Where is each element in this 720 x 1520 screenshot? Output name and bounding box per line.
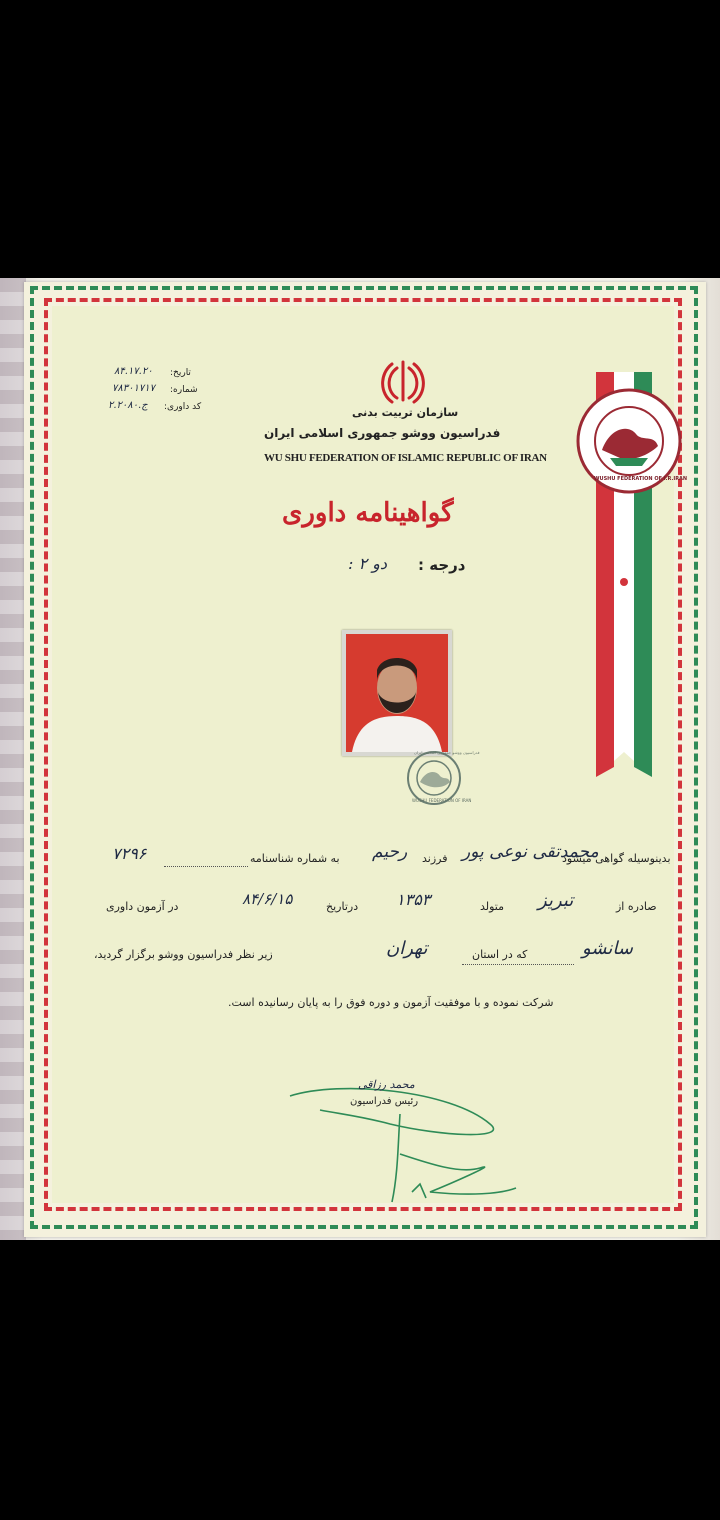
federation-en-text: WU SHU FEDERATION OF ISLAMIC REPUBLIC OF IRAN [264, 452, 547, 464]
child-of-label: فرزند [422, 852, 448, 865]
issued-value: تبریز [538, 890, 574, 911]
line3-dotline [462, 964, 574, 965]
degree-label: درجه : [418, 556, 466, 574]
person-photo-icon [342, 630, 452, 756]
exam-label: در آزمون داوری [106, 900, 179, 913]
born-label: متولد [480, 900, 505, 913]
id-value: ۷۲۹۶ [112, 844, 147, 863]
org-top-text: سازمان تربیت بدنی [352, 406, 459, 419]
number-value: ۷۸۳۰۱۷۱۷ [112, 383, 155, 394]
line1-pre: بدینوسیله گواهی میشود [562, 852, 671, 865]
ref-label: کد داوری: [164, 402, 202, 412]
background-fabric [0, 278, 26, 1240]
date-label: تاریخ: [170, 368, 191, 378]
stamp-ring-text-en: WUSHU FEDERATION OF IRAN [412, 798, 472, 803]
certificate-field [52, 306, 688, 1203]
portrait-photo [342, 630, 452, 756]
stamp-ring-text: فدراسیون ووشو جمهوری اسلامی ایران [414, 750, 480, 755]
date-value: ۸۴.۱۷.۲۰ [114, 366, 153, 377]
id-dotline [164, 866, 248, 867]
signer-role: رئیس فدراسیون [350, 1096, 419, 1107]
issued-label: صادره از [616, 900, 657, 913]
degree-value: دو ۲ : [348, 554, 388, 573]
certificate-title: گواهینامه داوری [282, 498, 454, 528]
province-label: که در استان [472, 948, 528, 961]
on-date-label: درتاریخ [326, 900, 359, 913]
completion-text: شرکت نموده و با موفقیت آزمون و دوره فوق را به پایان رسانیده است. [228, 996, 554, 1009]
logo-ring-text-bottom: WUSHU FEDERATION OF I.R.IRAN [594, 476, 688, 482]
province-value: تهران [386, 938, 428, 959]
photo-background [0, 278, 720, 1240]
signer-name: محمد رزاقی [358, 1078, 415, 1091]
id-label: به شماره شناسنامه [250, 852, 340, 865]
holder-name: محمدتقی نوعی پور [462, 842, 599, 862]
father-name: رحیم [372, 842, 408, 862]
on-date-value: ۸۴/۶/۱۵ [242, 890, 293, 908]
number-label: شماره: [170, 385, 198, 395]
supervision-text: زیر نظر فدراسیون ووشو برگزار گردید، [94, 948, 273, 961]
born-value: ۱۳۵۳ [396, 890, 431, 909]
ref-value: ج.۲.۲۰۸۰ [108, 400, 148, 411]
federation-fa-text: فدراسیون ووشو جمهوری اسلامی ایران [264, 426, 501, 440]
certificate-paper [24, 282, 706, 1237]
iran-emblem-icon [378, 356, 428, 406]
style-value: سانشو [582, 938, 633, 959]
